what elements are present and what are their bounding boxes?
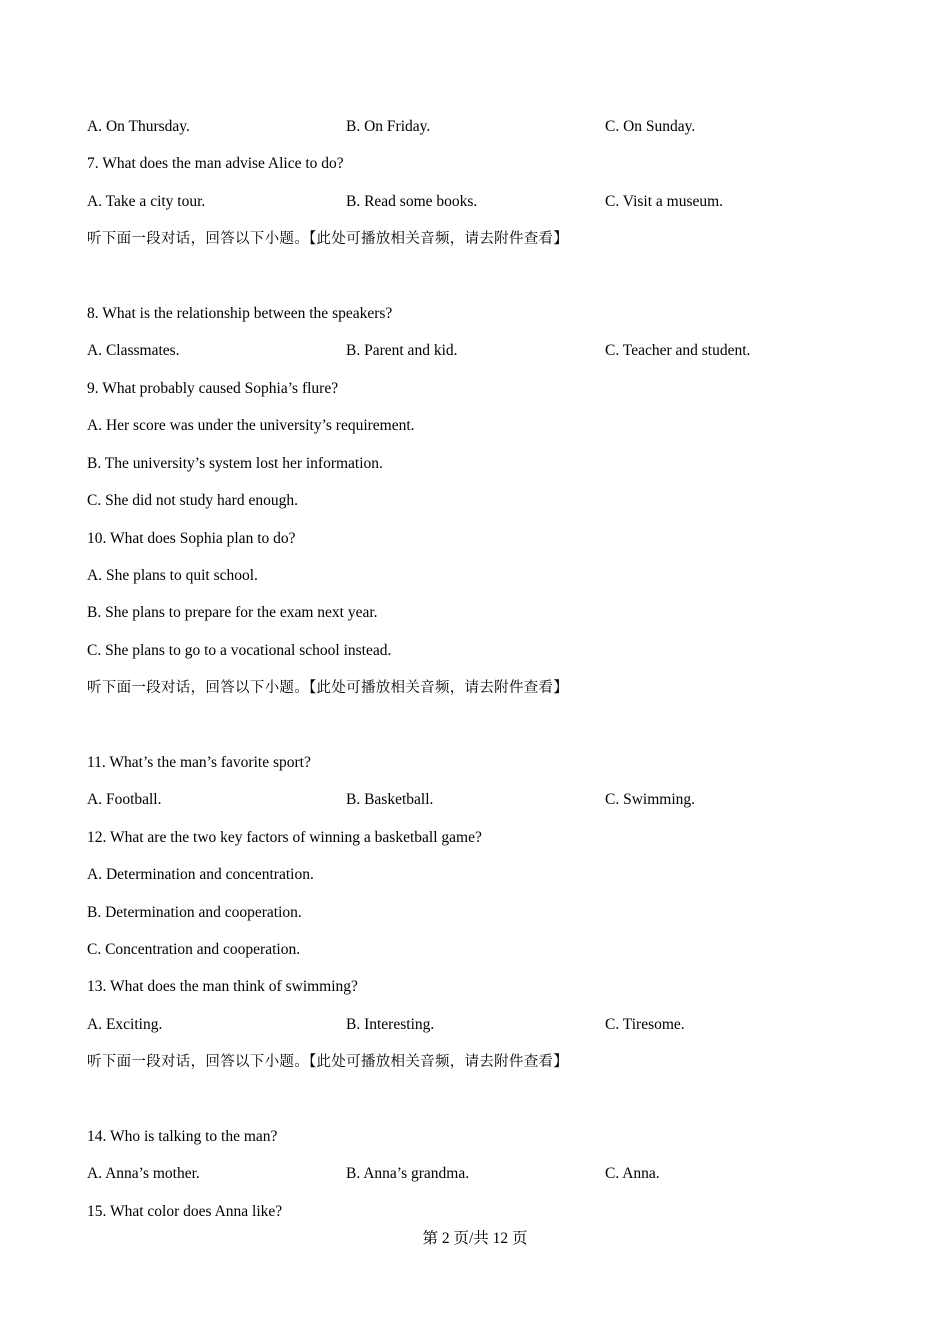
listening-instruction: 听下面一段对话，回答以下小题。【此处可播放相关音频，请去附件查看】 <box>87 1054 569 1070</box>
q8-question: 8. What is the relationship between the speakers? <box>87 305 393 322</box>
q14-option-b: B. Anna’s grandma. <box>346 1165 470 1182</box>
q12-option-a: A. Determination and concentration. <box>87 866 314 883</box>
q8-option-c: C. Teacher and student. <box>605 342 751 359</box>
q15-question: 15. What color does Anna like? <box>87 1203 283 1220</box>
listening-instruction: 听下面一段对话，回答以下小题。【此处可播放相关音频，请去附件查看】 <box>87 231 569 247</box>
q10-option-a: A. She plans to quit school. <box>87 567 258 584</box>
q14-option-c: C. Anna. <box>605 1165 660 1182</box>
q14-question: 14. Who is talking to the man? <box>87 1128 278 1145</box>
q6-option-a: A. On Thursday. <box>87 118 190 135</box>
q8-option-b: B. Parent and kid. <box>346 342 458 359</box>
q12-option-c: C. Concentration and cooperation. <box>87 941 301 958</box>
q12-question: 12. What are the two key factors of winning a basketball game? <box>87 829 482 846</box>
q7-option-c: C. Visit a museum. <box>605 193 724 210</box>
q14-option-a: A. Anna’s mother. <box>87 1165 200 1182</box>
q13-option-a: A. Exciting. <box>87 1016 163 1033</box>
q7-question: 7. What does the man advise Alice to do? <box>87 155 344 172</box>
q7-option-a: A. Take a city tour. <box>87 193 206 210</box>
q10-option-c: C. She plans to go to a vocational school instead. <box>87 642 392 659</box>
q13-question: 13. What does the man think of swimming? <box>87 978 358 995</box>
q10-question: 10. What does Sophia plan to do? <box>87 530 296 547</box>
q9-option-c: C. She did not study hard enough. <box>87 492 298 509</box>
q11-option-c: C. Swimming. <box>605 791 696 808</box>
q7-option-b: B. Read some books. <box>346 193 478 210</box>
q11-question: 11. What’s the man’s favorite sport? <box>87 754 311 771</box>
q12-option-b: B. Determination and cooperation. <box>87 904 302 921</box>
q9-option-a: A. Her score was under the university’s requirement. <box>87 417 415 434</box>
listening-instruction: 听下面一段对话，回答以下小题。【此处可播放相关音频，请去附件查看】 <box>87 680 569 696</box>
q9-option-b: B. The university’s system lost her information. <box>87 455 383 472</box>
q11-option-a: A. Football. <box>87 791 162 808</box>
q13-option-c: C. Tiresome. <box>605 1016 685 1033</box>
q8-option-a: A. Classmates. <box>87 342 180 359</box>
q6-option-c: C. On Sunday. <box>605 118 696 135</box>
q11-option-b: B. Basketball. <box>346 791 434 808</box>
page-footer: 第 2 页/共 12 页 <box>422 1230 528 1247</box>
q9-question: 9. What probably caused Sophia’s flure? <box>87 380 339 397</box>
q6-option-b: B. On Friday. <box>346 118 431 135</box>
q10-option-b: B. She plans to prepare for the exam next year. <box>87 604 378 621</box>
q13-option-b: B. Interesting. <box>346 1016 435 1033</box>
